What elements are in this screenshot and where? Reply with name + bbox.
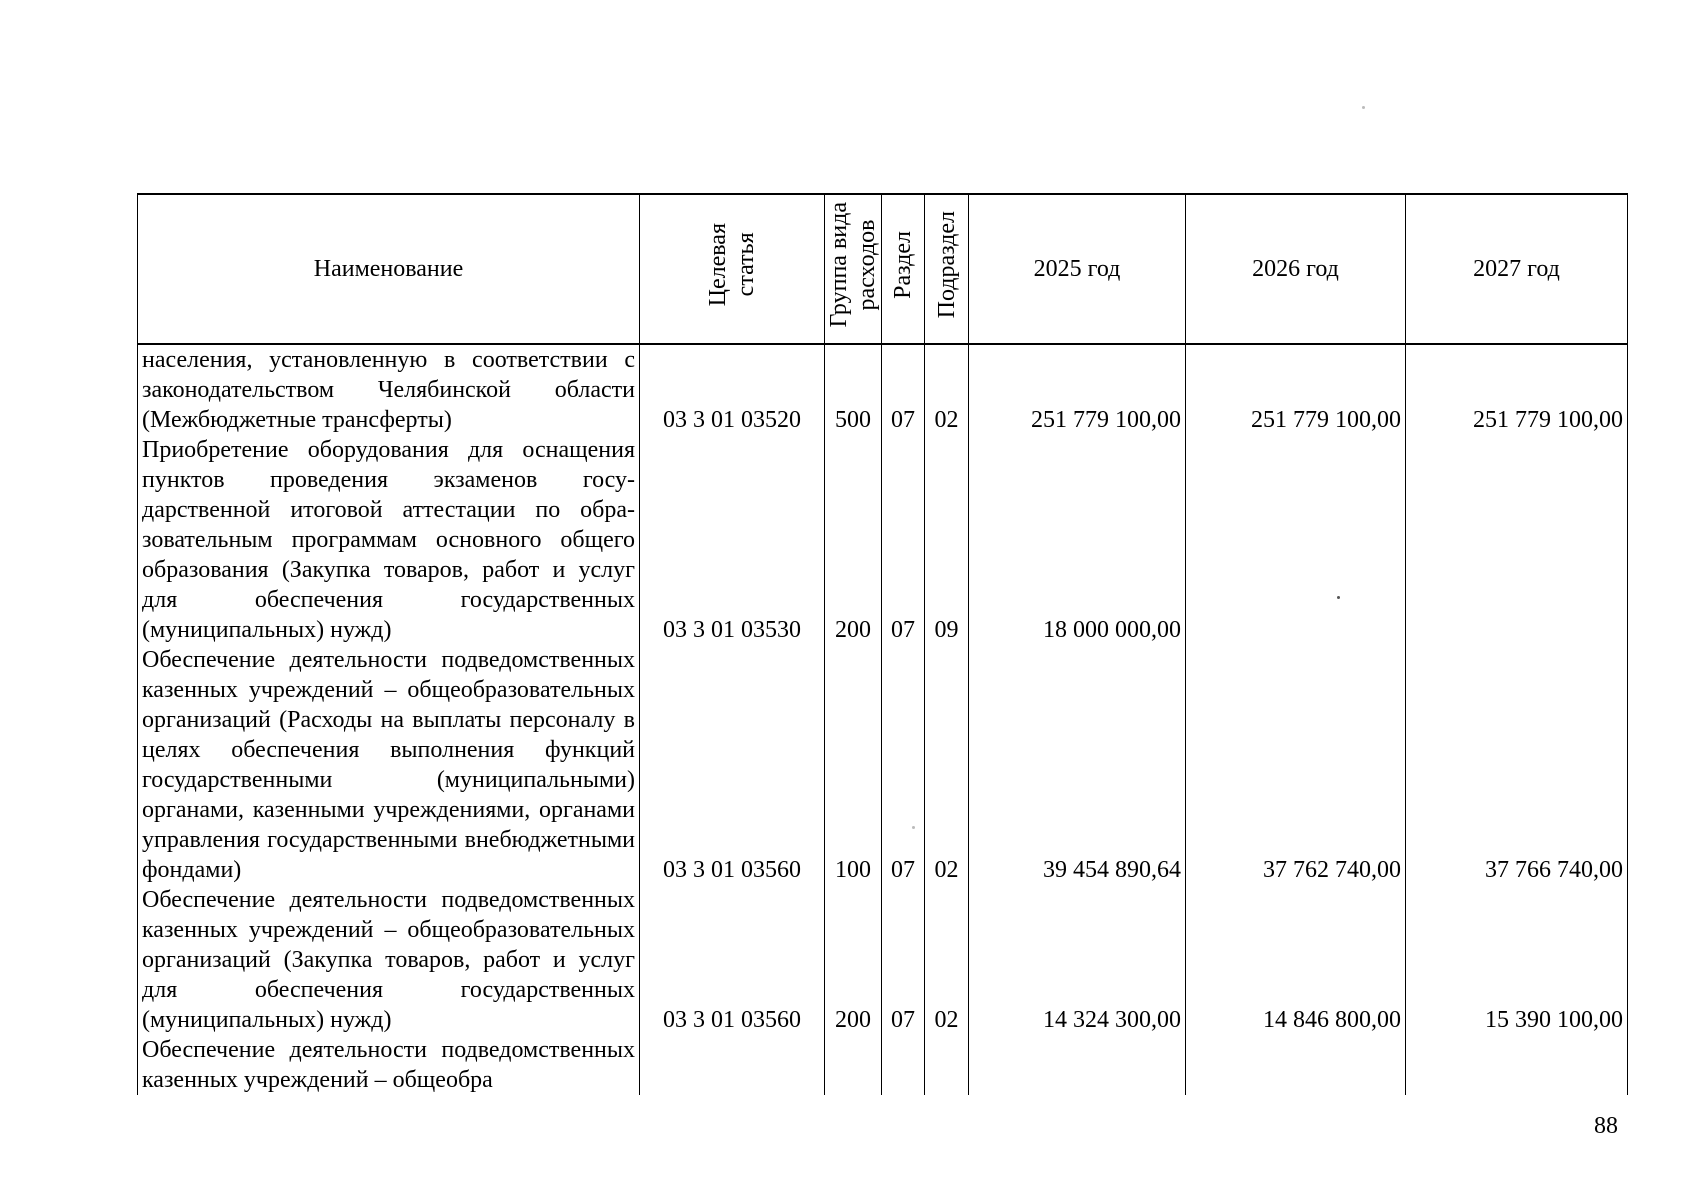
- row-amount-2025: [969, 1035, 1186, 1095]
- table-row: [138, 885, 1628, 1035]
- row-subsection: 09: [925, 435, 969, 645]
- header-name: Наименование: [138, 194, 640, 344]
- row-target-article: 03 3 01 03560: [640, 885, 825, 1035]
- header-expense-group: Группа вида расходов: [825, 194, 882, 344]
- row-subsection: [925, 1035, 969, 1095]
- row-section: 07: [882, 885, 925, 1035]
- row-name: населения, установленную в соответствии с законодательством Челябинской области (Межбюджетные трансферты): [138, 344, 640, 435]
- table-row: [138, 645, 1628, 885]
- row-section: [882, 1035, 925, 1095]
- row-name: Приобретение оборудования для оснащения пунктов проведения экзаменов государственной итоговой аттестации по образовательным программам основного общего образования (Закупка товаров, работ и услуг для обеспечения государственных (муниципальных) нужд): [138, 435, 640, 645]
- row-amount-2027: [1406, 435, 1628, 645]
- row-amount-2025: 39 454 890,64: [969, 645, 1186, 885]
- header-subsection: Подраздел: [925, 194, 969, 344]
- row-amount-2025: 14 324 300,00: [969, 885, 1186, 1035]
- row-amount-2026: [1186, 1035, 1406, 1095]
- header-year-2027: 2027 год: [1406, 194, 1628, 344]
- scan-speck: [1337, 596, 1340, 599]
- row-amount-2027: 37 766 740,00: [1406, 645, 1628, 885]
- row-expense-group: 500: [825, 344, 882, 435]
- row-subsection: 02: [925, 645, 969, 885]
- row-amount-2026: 251 779 100,00: [1186, 344, 1406, 435]
- row-amount-2026: 14 846 800,00: [1186, 885, 1406, 1035]
- row-amount-2025: 18 000 000,00: [969, 435, 1186, 645]
- row-subsection: 02: [925, 885, 969, 1035]
- row-amount-2027: 15 390 100,00: [1406, 885, 1628, 1035]
- table-header-row: [138, 194, 1628, 344]
- row-target-article: 03 3 01 03530: [640, 435, 825, 645]
- page-number: 88: [1594, 1113, 1618, 1139]
- row-section: 07: [882, 435, 925, 645]
- scan-speck: [1362, 106, 1365, 109]
- row-target-article: [640, 1035, 825, 1095]
- header-section: Раздел: [882, 194, 925, 344]
- row-name: Обеспечение деятельности подведомственных казенных учреждений – общеобразовательных организаций (Расходы на выплаты персоналу в целях обеспечения выполнения функций государственными (муниципальными) органами, казенными учреждениями, органами управления государственными внебюджетными фондами): [138, 645, 640, 885]
- row-amount-2025: 251 779 100,00: [969, 344, 1186, 435]
- header-year-2026: 2026 год: [1186, 194, 1406, 344]
- row-amount-2027: [1406, 1035, 1628, 1095]
- row-expense-group: 200: [825, 435, 882, 645]
- row-expense-group: 200: [825, 885, 882, 1035]
- row-subsection: 02: [925, 344, 969, 435]
- row-section: 07: [882, 344, 925, 435]
- budget-table: [137, 193, 1628, 1095]
- row-section: 07: [882, 645, 925, 885]
- row-amount-2026: [1186, 435, 1406, 645]
- row-target-article: 03 3 01 03560: [640, 645, 825, 885]
- row-amount-2026: 37 762 740,00: [1186, 645, 1406, 885]
- table-row: [138, 435, 1628, 645]
- row-expense-group: 100: [825, 645, 882, 885]
- row-target-article: 03 3 01 03520: [640, 344, 825, 435]
- row-amount-2027: 251 779 100,00: [1406, 344, 1628, 435]
- row-name: Обеспечение деятельности подведомственных казенных учреждений – общеобра: [138, 1035, 640, 1095]
- table-row: [138, 344, 1628, 435]
- header-target-article: Целевая статья: [640, 194, 825, 344]
- table-row: [138, 1035, 1628, 1095]
- row-expense-group: [825, 1035, 882, 1095]
- row-name: Обеспечение деятельности подведомственных казенных учреждений – общеобразовательных организаций (Закупка товаров, работ и услуг для обеспечения государственных (муниципальных) нужд): [138, 885, 640, 1035]
- header-year-2025: 2025 год: [969, 194, 1186, 344]
- scan-speck: [912, 826, 915, 829]
